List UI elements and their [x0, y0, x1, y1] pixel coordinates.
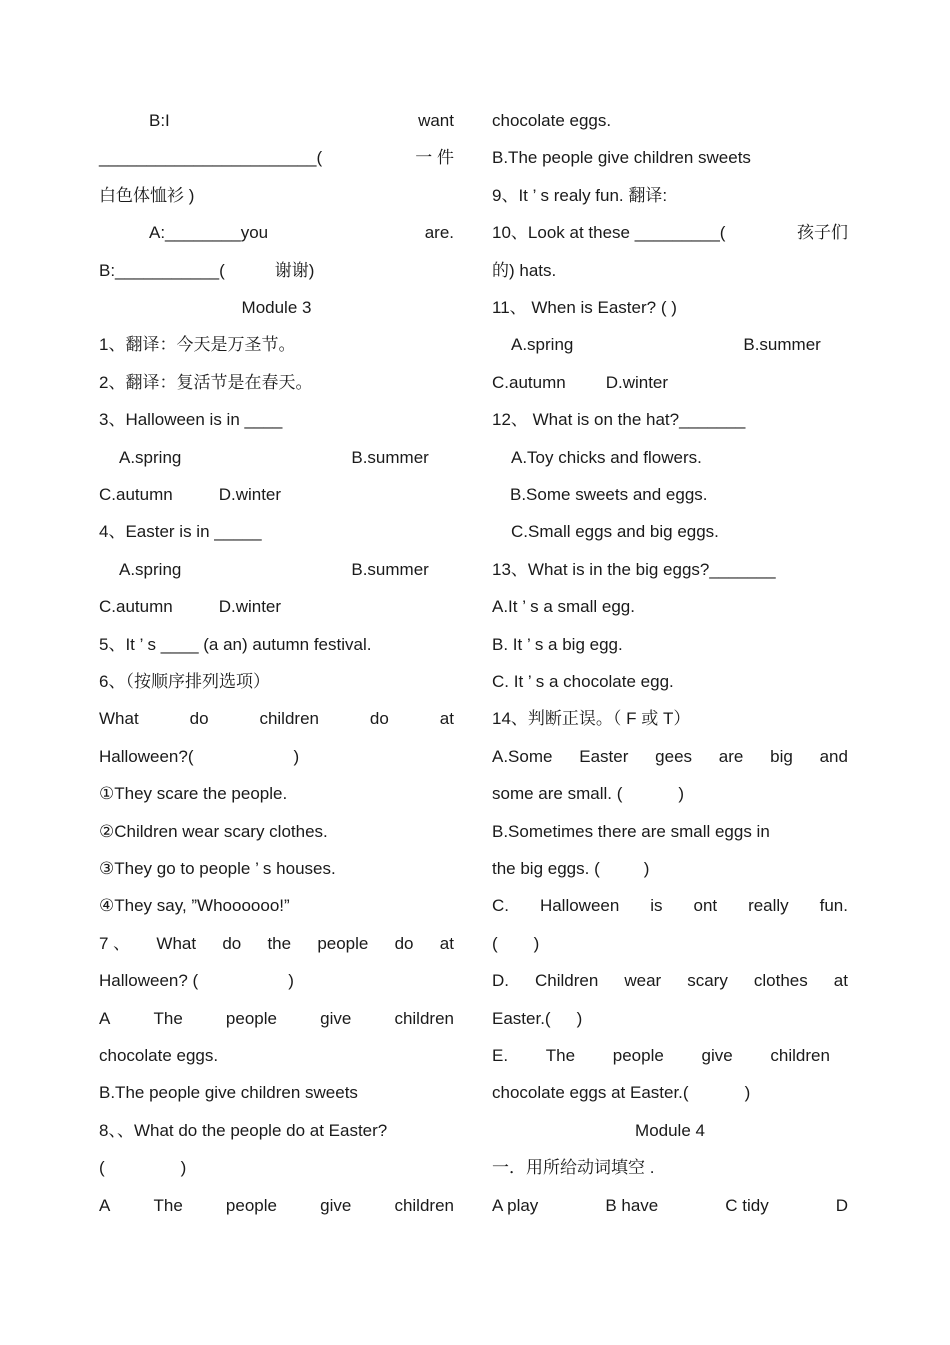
text-fragment: and	[819, 746, 848, 766]
text-line	[99, 559, 454, 581]
text-fragment: 7 、	[99, 933, 131, 953]
text-fragment: A.Some	[492, 746, 553, 766]
text-line	[99, 1082, 454, 1104]
text-fragment: )	[678, 784, 685, 804]
text-line	[492, 297, 848, 319]
text-line	[99, 634, 454, 656]
text-line	[492, 1082, 848, 1104]
text-fragment: (	[492, 933, 498, 953]
text-fragment: children	[394, 1008, 454, 1028]
text-content: 5、It ’ s ____ (a an) autumn festival.	[99, 634, 372, 654]
text-content: Module 3	[241, 298, 312, 317]
text-fragment: )	[533, 933, 540, 953]
text-content: B.The people give children sweets	[492, 148, 751, 168]
text-line	[99, 484, 454, 506]
text-content: 1、翻译：今天是万圣节。	[99, 335, 296, 355]
text-line	[99, 1157, 454, 1179]
text-content: 一．用所给动词填空 .	[492, 1158, 655, 1178]
text-fragment: the	[267, 933, 292, 953]
text-fragment: B:I	[149, 111, 170, 130]
text-line	[99, 1195, 454, 1217]
text-line	[492, 858, 848, 880]
text-line	[99, 222, 454, 244]
text-fragment: D.	[492, 971, 509, 991]
text-fragment: children	[770, 1046, 830, 1065]
text-line	[492, 409, 848, 431]
text-content: 13、What is in the big eggs?_______	[492, 559, 776, 579]
text-fragment: 孩子们	[797, 223, 848, 243]
text-line	[492, 1120, 848, 1142]
text-content: A.Toy chicks and flowers.	[511, 447, 702, 467]
text-line	[99, 933, 454, 955]
text-line	[492, 671, 848, 693]
text-fragment: _______________________(	[99, 148, 323, 168]
text-line	[492, 559, 848, 581]
text-line	[99, 147, 454, 169]
text-line	[99, 260, 454, 282]
text-fragment: are.	[424, 223, 454, 243]
text-content: ④They say, ”Whoooooo!”	[99, 896, 290, 916]
text-content: B.The people give children sweets	[99, 1083, 358, 1103]
text-fragment: do	[369, 709, 389, 729]
text-fragment: Halloween	[539, 896, 620, 916]
text-line	[99, 708, 454, 730]
text-line	[99, 746, 454, 768]
text-fragment: want	[418, 111, 454, 130]
text-line	[99, 821, 454, 843]
text-line	[99, 1045, 454, 1067]
text-fragment: The	[153, 1195, 183, 1215]
text-content: ③They go to people ’ s houses.	[99, 859, 336, 878]
text-line	[492, 447, 848, 469]
text-line	[99, 895, 454, 917]
text-fragment: E.	[492, 1046, 509, 1065]
text-fragment: Halloween? (	[99, 971, 199, 991]
text-fragment: What	[99, 709, 139, 729]
text-fragment: some are small. (	[492, 784, 623, 804]
text-line	[99, 334, 454, 356]
text-line	[492, 821, 848, 843]
text-line	[492, 185, 848, 207]
text-fragment: C.autumn	[99, 597, 173, 617]
text-line	[492, 484, 848, 506]
text-line	[492, 1157, 848, 1179]
text-fragment: C tidy	[725, 1195, 769, 1215]
text-fragment: Easter	[579, 746, 629, 766]
text-fragment: )	[576, 1008, 583, 1028]
text-fragment: give	[320, 1195, 352, 1215]
text-line	[492, 110, 848, 132]
text-line	[492, 634, 848, 656]
text-fragment: at	[833, 971, 848, 991]
text-content: chocolate eggs.	[492, 111, 612, 130]
text-fragment: A	[99, 1195, 111, 1215]
text-content: 11、 When is Easter? ( )	[492, 298, 677, 317]
text-fragment: Easter.(	[492, 1008, 551, 1028]
text-line	[492, 222, 848, 244]
text-fragment: What	[156, 933, 197, 953]
text-fragment: Halloween?(	[99, 746, 194, 766]
text-fragment: B.summer	[351, 559, 429, 579]
text-fragment: )	[180, 1158, 187, 1178]
text-line	[99, 596, 454, 618]
text-content: 3、Halloween is in ____	[99, 410, 283, 430]
text-content: 12、 What is on the hat?_______	[492, 410, 746, 430]
text-fragment: ont	[693, 896, 718, 916]
text-line	[99, 671, 454, 693]
text-fragment: 一 件	[415, 148, 454, 168]
text-fragment: A	[99, 1008, 111, 1028]
text-fragment: Children	[535, 971, 599, 991]
text-fragment: people	[225, 1195, 277, 1215]
text-content: chocolate eggs.	[99, 1046, 219, 1065]
text-line	[492, 147, 848, 169]
text-line	[99, 858, 454, 880]
text-fragment: A:________you	[149, 223, 269, 243]
text-line	[492, 260, 848, 282]
text-fragment: children	[394, 1195, 454, 1215]
text-fragment: at	[439, 709, 454, 729]
text-fragment: C.	[492, 896, 509, 916]
text-fragment: A play	[492, 1195, 539, 1215]
text-line	[492, 596, 848, 618]
text-fragment: (	[99, 1158, 105, 1178]
text-fragment: D.winter	[605, 372, 669, 392]
text-fragment: people	[612, 1046, 664, 1065]
text-content: B. It ’ s a big egg.	[492, 634, 623, 654]
text-content: B.Some sweets and eggs.	[510, 485, 708, 504]
text-line	[99, 970, 454, 992]
text-fragment: is	[650, 896, 663, 916]
text-content: 的) hats.	[492, 260, 557, 280]
text-line	[99, 409, 454, 431]
text-fragment: children	[259, 709, 319, 729]
text-fragment: people	[225, 1008, 277, 1028]
text-line	[492, 1045, 848, 1067]
text-fragment: 谢谢)	[274, 260, 315, 280]
text-fragment: C.autumn	[99, 485, 173, 504]
text-fragment: )	[293, 746, 300, 766]
text-fragment: people	[317, 933, 369, 953]
text-fragment: gees	[655, 746, 693, 766]
text-line	[492, 1008, 848, 1030]
text-line	[492, 372, 848, 394]
text-content: B.Sometimes there are small eggs in	[492, 821, 770, 841]
text-fragment: D.winter	[218, 485, 282, 504]
text-fragment: do	[222, 933, 242, 953]
text-content: 4、Easter is in _____	[99, 522, 262, 542]
text-fragment: )	[288, 971, 294, 991]
text-content: A.It ’ s a small egg.	[492, 597, 635, 617]
text-fragment: B:___________(	[99, 260, 225, 280]
text-line	[492, 746, 848, 768]
text-fragment: B.summer	[351, 447, 429, 467]
text-line	[99, 447, 454, 469]
text-line	[492, 783, 848, 805]
text-fragment: scary	[687, 971, 728, 991]
text-line	[492, 895, 848, 917]
text-content: 白色体恤衫 )	[99, 185, 195, 205]
text-line	[99, 521, 454, 543]
text-fragment: D.winter	[218, 597, 282, 617]
text-fragment: A.spring	[511, 335, 574, 355]
text-fragment: wear	[624, 971, 662, 991]
text-line	[99, 783, 454, 805]
text-content: 8、、What do the people do at Easter?	[99, 1120, 388, 1140]
text-fragment: C.autumn	[492, 372, 566, 392]
text-fragment: 10、Look at these _________(	[492, 223, 726, 243]
text-fragment: B.summer	[743, 335, 821, 355]
text-content: 14、判断正误。（ F 或 T）	[492, 709, 691, 729]
text-fragment: big	[770, 746, 793, 766]
text-line	[492, 708, 848, 730]
text-fragment: D	[835, 1195, 848, 1215]
text-fragment: at	[439, 933, 454, 953]
text-fragment: A.spring	[119, 559, 182, 579]
text-content: C.Small eggs and big eggs.	[511, 522, 719, 542]
text-line	[99, 185, 454, 207]
text-content: Module 4	[635, 1120, 705, 1140]
text-line	[492, 1195, 848, 1217]
text-fragment: do	[394, 933, 414, 953]
text-fragment: )	[744, 1083, 751, 1103]
text-line	[492, 521, 848, 543]
text-fragment: the big eggs. (	[492, 859, 600, 878]
text-line	[492, 933, 848, 955]
text-line	[99, 110, 454, 132]
text-line	[99, 1120, 454, 1142]
text-content: 9、It ’ s realy fun. 翻译:	[492, 185, 668, 205]
text-fragment: A.spring	[119, 447, 182, 467]
text-line	[492, 970, 848, 992]
text-fragment: The	[545, 1046, 576, 1065]
text-line	[99, 297, 454, 319]
text-fragment: give	[320, 1008, 352, 1028]
text-fragment: clothes	[753, 971, 808, 991]
text-fragment: are	[718, 746, 744, 766]
text-content: 6、（按顺序排列选项）	[99, 672, 270, 691]
text-content: ①They scare the people.	[99, 784, 288, 804]
text-content: 2、翻译：复活节是在春天。	[99, 372, 313, 392]
text-content: ②Children wear scary clothes.	[99, 821, 328, 841]
text-fragment: give	[701, 1046, 733, 1065]
text-content: C. It ’ s a chocolate egg.	[492, 672, 674, 691]
text-fragment: )	[643, 859, 650, 878]
text-fragment: do	[189, 709, 209, 729]
text-fragment: The	[153, 1008, 183, 1028]
text-line	[99, 1008, 454, 1030]
text-line	[492, 334, 848, 356]
text-fragment: chocolate eggs at Easter.(	[492, 1083, 689, 1103]
text-fragment: really	[748, 896, 789, 916]
text-fragment: B have	[605, 1195, 659, 1215]
text-line	[99, 372, 454, 394]
text-fragment: fun.	[819, 896, 848, 916]
